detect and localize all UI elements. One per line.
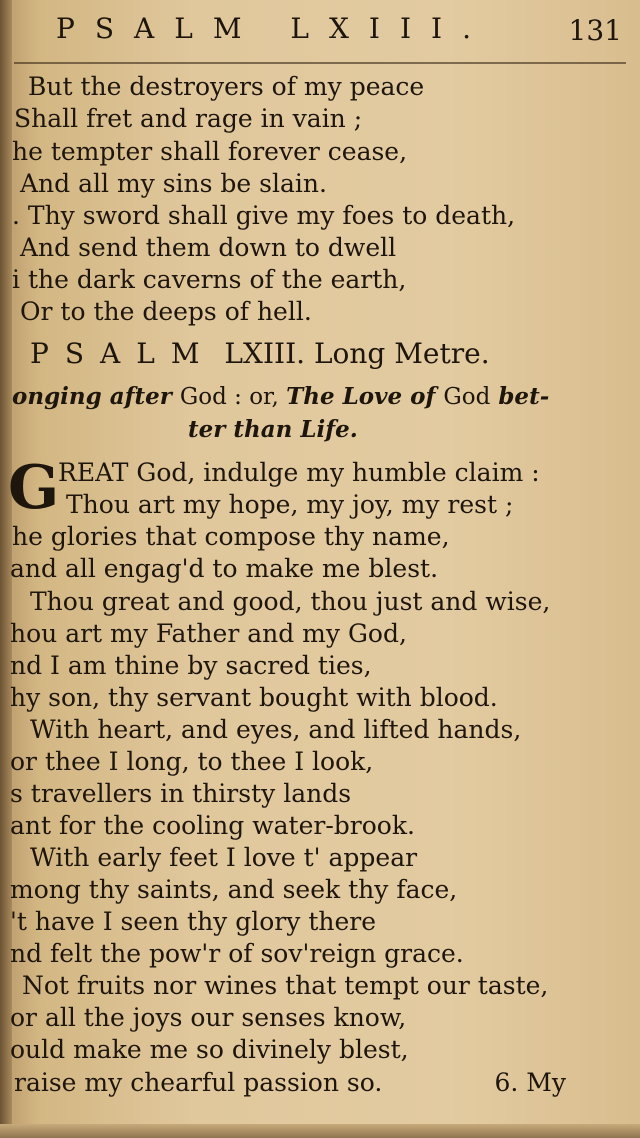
verse-line: hou art my Father and my God, [10, 619, 407, 648]
verse-line: REAT God, indulge my humble claim : [58, 458, 540, 487]
psalm-heading-number: LXIII. [224, 337, 306, 370]
page-bottom-edge [0, 1124, 640, 1138]
verse-line: With heart, and eyes, and lifted hands, [30, 715, 522, 744]
verse-line: Or to the deeps of hell. [20, 297, 312, 326]
subtitle-text: onging after [12, 383, 180, 410]
psalm-subtitle-line-1 [12, 383, 549, 411]
psalm-heading [30, 337, 490, 371]
verse-line: Not fruits nor wines that tempt our taste, [22, 971, 549, 1000]
verse-line: nd I am thine by sacred ties, [10, 651, 372, 680]
header-rule [14, 62, 626, 64]
verse-line: raise my chearful passion so. [14, 1068, 383, 1097]
running-title: PSALM LXIII. [56, 12, 492, 45]
verse-line: he glories that compose thy name, [12, 522, 450, 551]
verse-line: hy son, thy servant bought with blood. [10, 683, 498, 712]
verse-line: and all engag'd to make me blest. [10, 554, 439, 583]
verse-line: And send them down to dwell [20, 233, 397, 262]
verse-line: ant for the cooling water-brook. [10, 811, 415, 840]
catchword: 6. My [494, 1068, 566, 1097]
verse-line: . Thy sword shall give my foes to death, [12, 201, 516, 230]
verse-line: Thou great and good, thou just and wise, [30, 587, 551, 616]
verse-line: Thou art my hope, my joy, my rest ; [66, 490, 514, 519]
verse-line: Shall fret and rage in vain ; [14, 104, 363, 133]
verse-line: i the dark caverns of the earth, [12, 265, 407, 294]
verse-line: ould make me so divinely blest, [10, 1035, 409, 1064]
verse-line: nd felt the pow'r of sov'reign grace. [10, 939, 464, 968]
psalm-subtitle-line-2: ter than Life. [188, 416, 358, 443]
verse-line: s travellers in thirsty lands [10, 779, 352, 808]
page-number: 131 [568, 14, 622, 47]
subtitle-divine-name: God [443, 384, 491, 410]
subtitle-text: The Love of [286, 383, 444, 410]
verse-line: And all my sins be slain. [20, 169, 327, 198]
verse-line: 't have I seen thy glory there [10, 907, 377, 936]
subtitle-divine-name: God [179, 384, 227, 410]
verse-line: With early feet I love t' appear [30, 843, 418, 872]
page-header [56, 10, 622, 46]
verse-line: or thee I long, to thee I look, [10, 747, 374, 776]
verse-line: But the destroyers of my peace [28, 72, 425, 101]
subtitle-text: bet- [490, 383, 550, 410]
psalm-heading-word: PSALM [30, 337, 216, 370]
verse-line: he tempter shall forever cease, [12, 137, 408, 166]
drop-cap: G [8, 453, 60, 523]
verse-line: or all the joys our senses know, [10, 1003, 407, 1032]
psalm-heading-metre: Long Metre. [313, 337, 490, 370]
verse-line: mong thy saints, and seek thy face, [10, 875, 458, 904]
subtitle-text: : or, [226, 384, 287, 410]
